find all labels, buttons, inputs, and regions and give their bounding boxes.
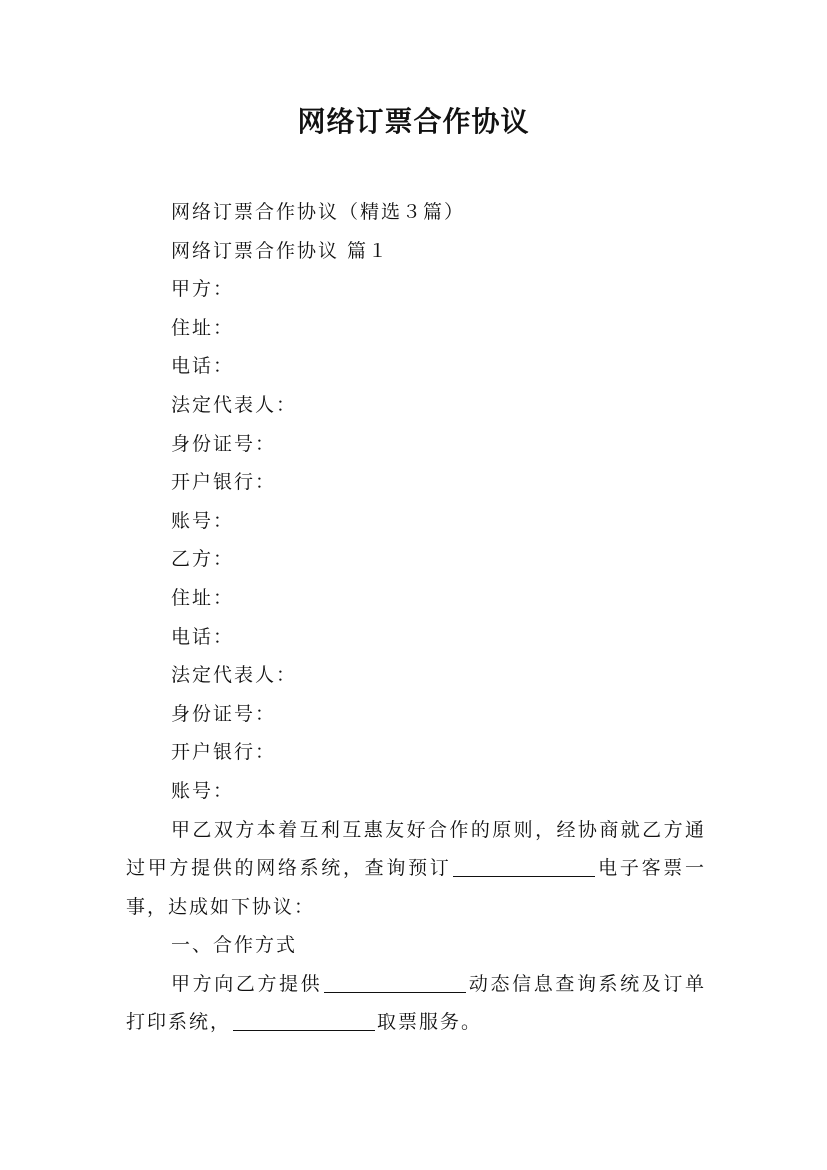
party-b-phone: 电话： (171, 625, 235, 648)
blank-line (233, 1011, 375, 1031)
party-b-legal-rep: 法定代表人： (171, 664, 298, 687)
party-b-address: 住址： (171, 586, 235, 609)
party-a-bank: 开户银行： (171, 471, 277, 494)
party-a-phone: 电话： (171, 355, 235, 378)
clause-1-text-3: 取票服务。 (377, 1011, 483, 1034)
party-a-label: 甲方： (171, 278, 235, 301)
clause-1-heading: 一、合作方式 (171, 934, 298, 957)
document-title: 网络订票合作协议 (297, 105, 530, 138)
intro-text-2: 电子客票一事，达成如下协议： (126, 857, 706, 918)
party-a-id-number: 身份证号： (171, 432, 277, 455)
party-b-bank: 开户银行： (171, 741, 277, 764)
party-a-legal-rep: 法定代表人： (171, 393, 298, 416)
blank-line (453, 857, 595, 877)
clause-1-paragraph (126, 965, 706, 1042)
party-b-id-number: 身份证号： (171, 702, 277, 725)
party-b-label: 乙方： (171, 548, 235, 571)
document-subtitle: 网络订票合作协议（精选３篇） (171, 201, 466, 223)
intro-text-1: 甲乙双方本着互利互惠友好合作的原则，经协商就乙方通过甲方提供的网络系统，查询预订 (126, 818, 706, 880)
section-heading: 网络订票合作协议 篇１ (171, 239, 390, 262)
clause-1-text-1: 甲方向乙方提供 (171, 972, 323, 995)
blank-line (324, 973, 466, 993)
clause-1-text-2: 动态信息查询系统及订单打印系统， (126, 972, 706, 1034)
intro-paragraph (126, 811, 706, 927)
party-a-account: 账号： (171, 509, 235, 532)
party-b-account: 账号： (171, 779, 235, 802)
document-body (126, 193, 706, 1042)
party-a-address: 住址： (171, 316, 235, 339)
